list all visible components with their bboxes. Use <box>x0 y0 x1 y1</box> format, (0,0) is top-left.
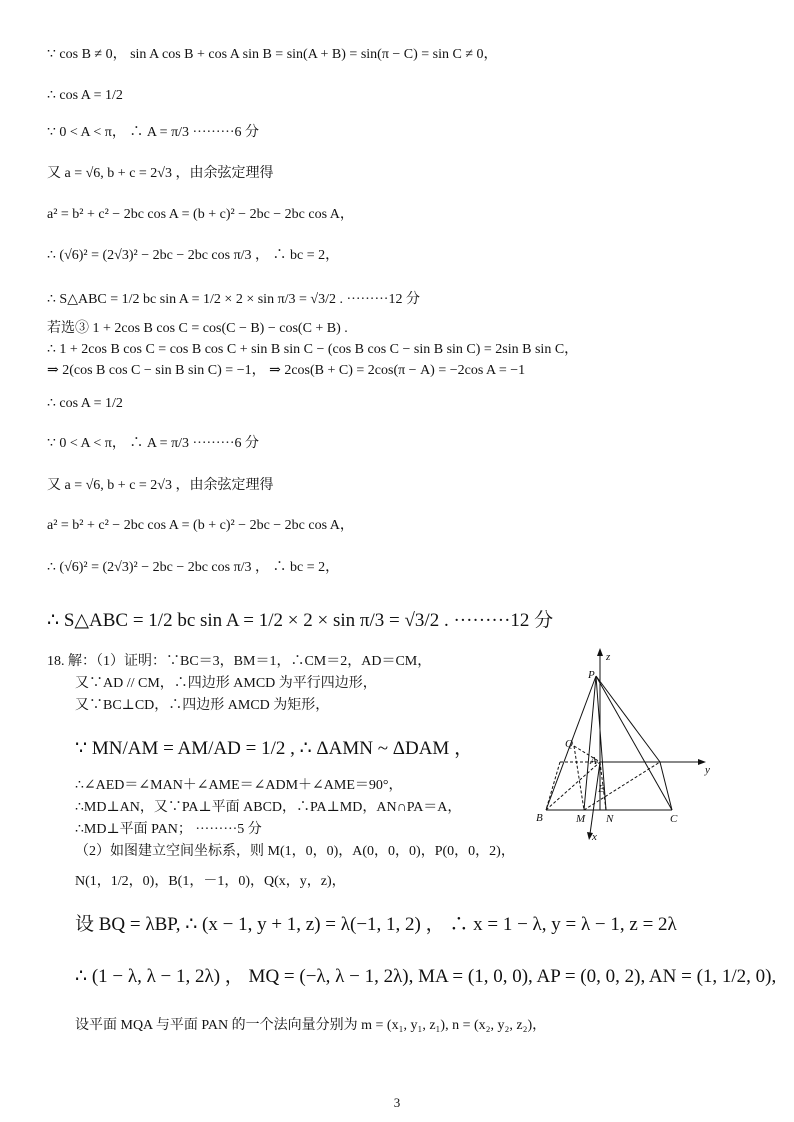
seg-QM <box>574 746 584 810</box>
line-l16: ∴ S△ABC = 1/2 bc sin A = 1/2 × 2 × sin π/3 = √3/2 . ·········12 分 <box>47 610 554 631</box>
line-l14: a² = b² + c² − 2bc cos A = (b + c)² − 2bc − 2bc cos A， <box>47 518 354 533</box>
line-l5: a² = b² + c² − 2bc cos A = (b + c)² − 2bc − 2bc cos A， <box>47 207 354 222</box>
line-l21: ∴∠AED＝∠MAN＋∠AME＝∠ADM＋∠AME＝90°， <box>75 778 403 793</box>
label-N: N <box>606 813 614 825</box>
line-l9: ∴ 1 + 2cos B cos C = cos B cos C + sin B sin C − (cos B cos C − sin B sin C) = 2sin B sin C， <box>47 342 579 357</box>
line-l2: ∴ cos A = 1/2 <box>47 88 123 103</box>
page-number: 3 <box>393 1095 401 1110</box>
line-l3: ∵ 0 < A < π， ∴ A = π/3 ·········6 分 <box>47 125 259 140</box>
line-l8: 若选③ 1 + 2cos B cos C = cos(C − B) − cos(C + B) . <box>47 321 348 336</box>
seg-MD <box>584 762 660 810</box>
label-E: E <box>598 783 605 795</box>
label-A: A <box>590 755 597 767</box>
line-l13: 又 a = √6, b + c = 2√3 ，由余弦定理得 <box>47 478 274 493</box>
label-B: B <box>536 812 543 824</box>
z-arrow-icon <box>597 648 603 656</box>
edge-BA-left <box>546 762 560 810</box>
line-l22: ∴MD⊥AN，又∵PA⊥平面 ABCD，∴PA⊥MD，AN∩PA＝A， <box>75 800 462 815</box>
line-l10: ⇒ 2(cos B cos C − sin B sin C) = −1， ⇒ 2cos(B + C) = 2cos(π − A) = −2cos A = −1 <box>47 363 526 378</box>
label-C: C <box>670 813 678 825</box>
x-axis <box>590 762 600 834</box>
seg-BA <box>546 762 600 810</box>
edge-PC <box>596 676 672 810</box>
line-l1: ∵ cos B ≠ 0， sin A cos B + cos A sin B = sin(A + B) = sin(π − C) = sin C ≠ 0， <box>47 47 498 62</box>
line-l24: （2）如图建立空间坐标系，则 M(1，0，0)，A(0，0，0)，P(0，0，2)， <box>75 844 515 859</box>
line-l27: ∴ (1 − λ, λ − 1, 2λ) ， MQ = (−λ, λ − 1, 2λ), MA = (1, 0, 0), AP = (0, 0, 2), AN = (1, 1/2, 0), <box>75 966 777 987</box>
line-l26: 设 BQ = λBP, ∴ (x − 1, y + 1, z) = λ(−1, 1, 2) ， ∴ x = 1 − λ, y = λ − 1, z = 2λ <box>75 914 677 935</box>
line-l23: ∴MD⊥平面 PAN； ·········5 分 <box>75 822 262 837</box>
line-l11: ∴ cos A = 1/2 <box>47 396 123 411</box>
line-l17: 18. 解：（1）证明：∵BC＝3，BM＝1，∴CM＝2，AD＝CM， <box>47 654 432 669</box>
line-l4: 又 a = √6, b + c = 2√3 ，由余弦定理得 <box>47 166 274 181</box>
line-l28: 设平面 MQA 与平面 PAN 的一个法向量分别为 m = (x₁, y₁, z₁), n = (x₂, y₂, z₂)， <box>75 1018 547 1033</box>
label-Q: Q <box>565 738 573 750</box>
line-l15: ∴ (√6)² = (2√3)² − 2bc − 2bc cos π/3 ， ∴ bc = 2， <box>47 560 340 575</box>
line-l20: ∵ MN/AM = AM/AD = 1/2 , ∴ ΔAMN ~ ΔDAM ， <box>75 738 474 759</box>
pyramid-figure <box>534 648 714 840</box>
line-l18: 又∵AD // CM，∴四边形 AMCD 为平行四边形， <box>75 676 377 691</box>
line-l12: ∵ 0 < A < π， ∴ A = π/3 ·········6 分 <box>47 436 259 451</box>
label-x: x <box>592 831 597 840</box>
line-l6: ∴ (√6)² = (2√3)² − 2bc − 2bc cos π/3 ， ∴ bc = 2， <box>47 248 340 263</box>
line-l19: 又∵BC⊥CD，∴四边形 AMCD 为矩形， <box>75 698 330 713</box>
label-y: y <box>705 764 710 776</box>
label-M: M <box>576 813 586 825</box>
edge-PD <box>596 676 660 762</box>
line-l25: N(1，1/2，0)，B(1，－1，0)，Q(x，y，z)， <box>75 874 346 889</box>
edge-CD <box>660 762 672 810</box>
label-z: z <box>606 651 611 663</box>
label-P: P <box>588 669 595 681</box>
line-l7: ∴ S△ABC = 1/2 bc sin A = 1/2 × 2 × sin π/3 = √3/2 . ·········12 分 <box>47 292 420 307</box>
edge-PM <box>584 676 596 810</box>
